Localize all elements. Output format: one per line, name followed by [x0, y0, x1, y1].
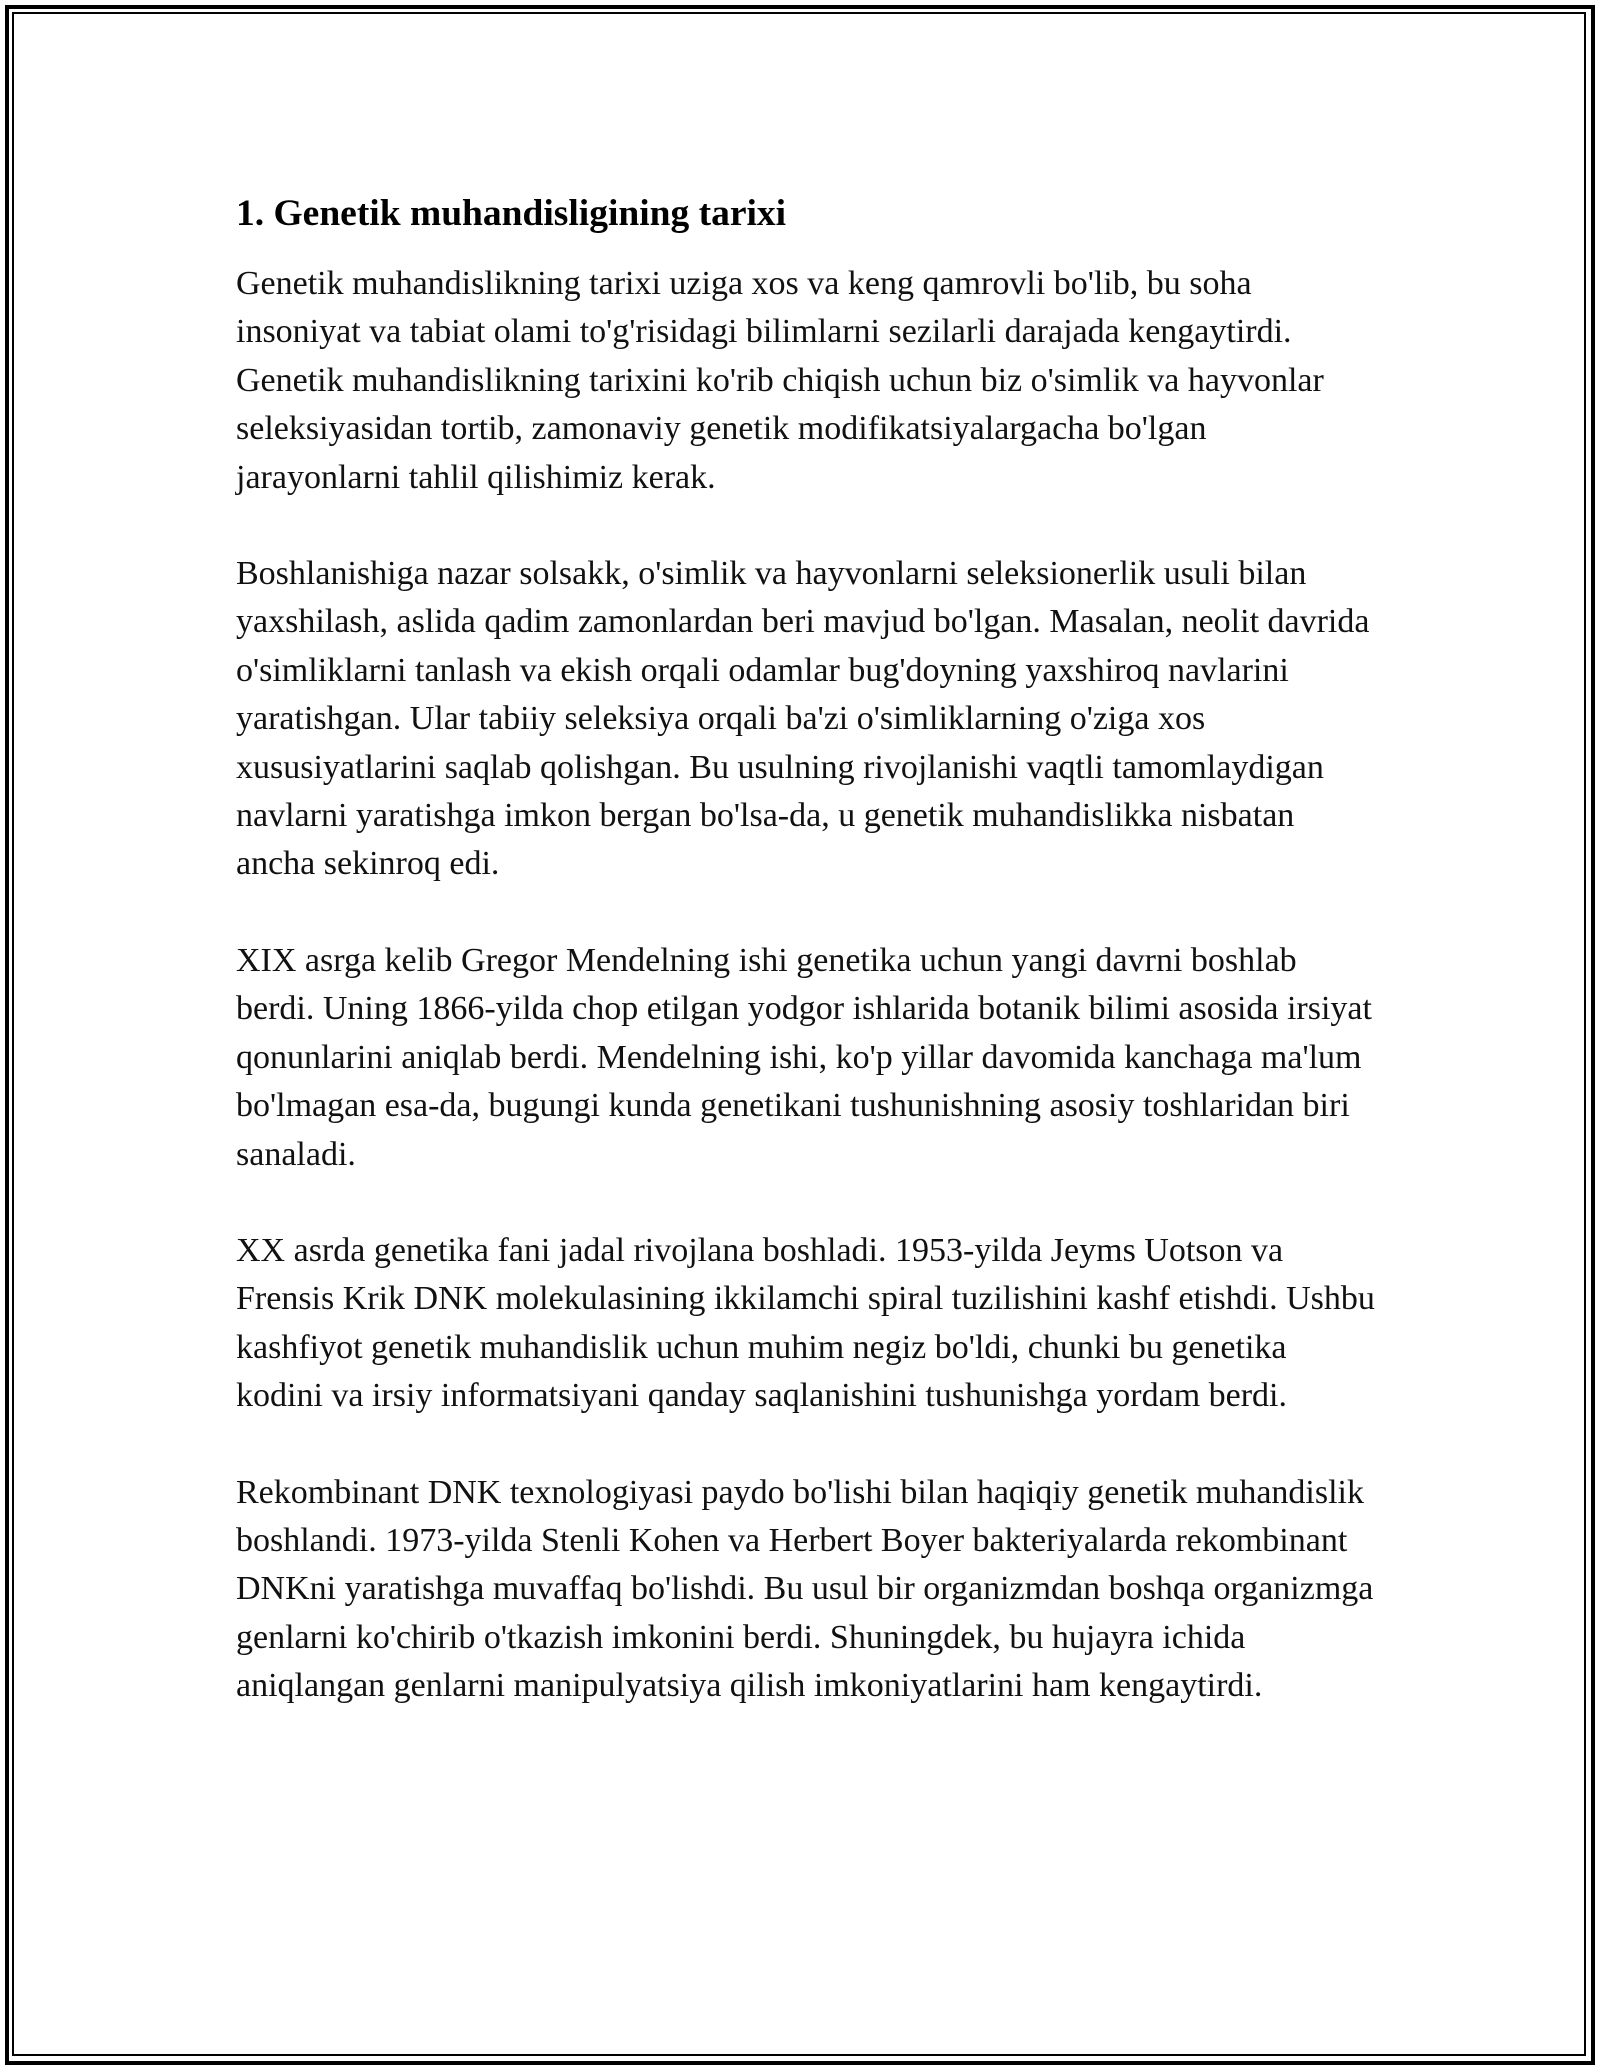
- paragraph-1: Genetik muhandislikning tarixi uziga xos va keng qamrovli bo'lib, bu soha insoniyat va tabiat olami to'g'risidagi bilimlarni sezilarli darajada kengaytirdi. Genetik muhandislikning tarixini ko'rib chiqish uchun biz o'simlik va hayvonlar seleksiyasidan tortib, zamonaviy genetik modifikatsiyalargacha bo'lgan jarayonlarni tahlil qilishimiz kerak.: [236, 265, 1324, 496]
- paragraph-2: Boshlanishiga nazar solsakk, o'simlik va hayvonlarni seleksionerlik usuli bilan yaxshilash, aslida qadim zamonlardan beri mavjud bo'lgan. Masalan, neolit davrida o'simliklarni tanlash va ekish orqali odamlar bug'doyning yaxshiroq navlarini yaratishgan. Ular tabiiy seleksiya orqali ba'zi o'simliklarning o'ziga xos xususiyatlarini saqlab qolishgan. Bu usulning rivojlanishi vaqtli tamomlaydigan navlarni yaratishga imkon bergan bo'lsa-da, u genetik muhandislikka nisbatan ancha sekinroq edi.: [236, 555, 1370, 883]
- paragraph-3: XIX asrga kelib Gregor Mendelning ishi genetika uchun yangi davrni boshlab berdi. Uning 1866-yilda chop etilgan yodgor ishlarida botanik bilimi asosida irsiyat qonunlarini aniqlab berdi. Mendelning ishi, ko'p yillar davomida kanchaga ma'lum bo'lmagan esa-da, bugungi kunda genetikani tushunishning asosiy toshlaridan biri sanaladi.: [236, 941, 1372, 1173]
- paragraph-4: XX asrda genetika fani jadal rivojlana boshladi. 1953-yilda Jeyms Uotson va Frensis Krik DNK molekulasining ikkilamchi spiral tuzilishini kashf etishdi. Ushbu kashfiyot genetik muhandislik uchun muhim negiz bo'ldi, chunki bu genetika kodini va irsiy informatsiyani qanday saqlanishini tushunishga yordam berdi.: [236, 1231, 1375, 1415]
- section-title: 1. Genetik muhandisligining tarixi: [236, 193, 787, 234]
- document-body: [236, 188, 1376, 1759]
- paragraph-5: Rekombinant DNK texnologiyasi paydo bo'lishi bilan haqiqiy genetik muhandislik boshlandi. 1973-yilda Stenli Kohen va Herbert Boyer bakteriyalarda rekombinant DNKni yaratishga muvaffaq bo'lishdi. Bu usul bir organizmdan boshqa organizmga genlarni ko'chirib o'tkazish imkonini berdi. Shuningdek, bu hujayra ichida aniqlangan genlarni manipulyatsiya qilish imkoniyatlarini ham kengaytirdi.: [236, 1473, 1374, 1705]
